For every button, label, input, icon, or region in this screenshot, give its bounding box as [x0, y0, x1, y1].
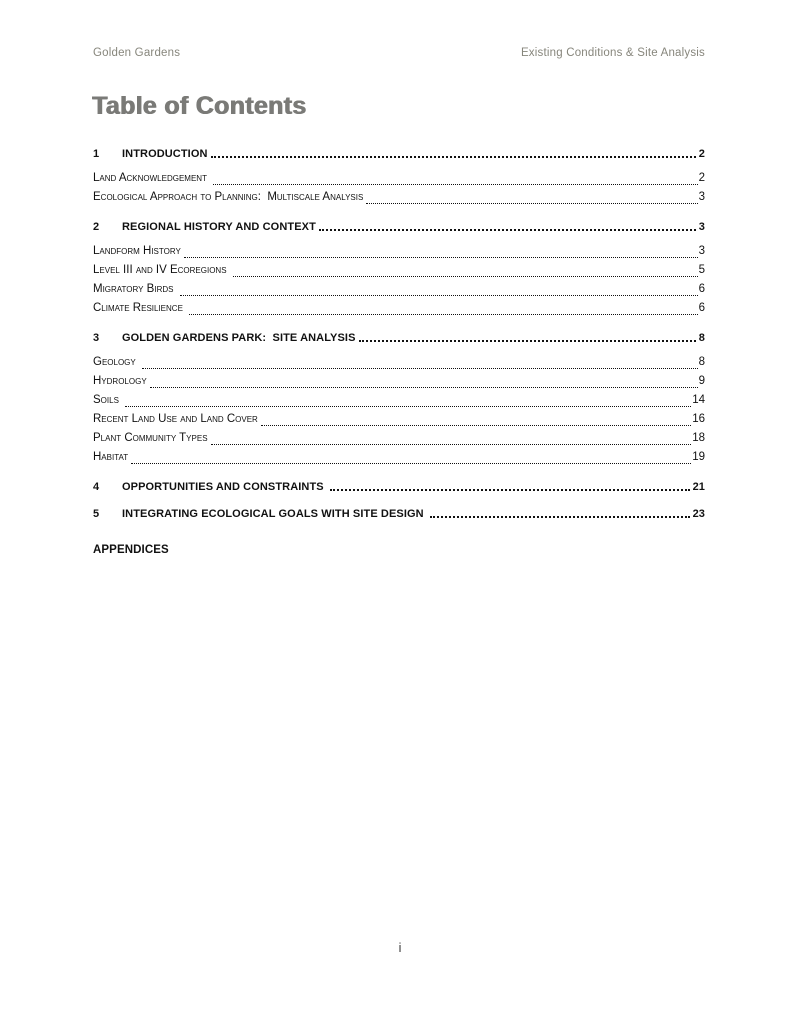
- toc-entry-label: INTEGRATING ECOLOGICAL GOALS WITH SITE DESIGN: [122, 508, 427, 520]
- toc-entry-level2[interactable]: [93, 188, 705, 207]
- toc-entry-level2[interactable]: [93, 169, 705, 188]
- toc-entry-label: Climate Resilience: [93, 302, 187, 314]
- toc-entry-level2[interactable]: [93, 410, 705, 429]
- toc-entry-label: INTRODUCTION: [122, 148, 208, 160]
- toc-entry-page-number: 5: [698, 264, 705, 276]
- toc-entry-page-number: 3: [698, 245, 705, 257]
- toc-section-number: 4: [93, 481, 100, 493]
- toc-entry-page-number: 19: [692, 451, 705, 463]
- toc-entry-page-number: 16: [692, 413, 705, 425]
- dot-leader: [184, 257, 698, 258]
- dot-leader: [211, 156, 696, 158]
- toc-entry-label: Soils: [93, 394, 123, 406]
- dot-leader: [189, 314, 698, 315]
- toc-entry-label: Level III and IV Ecoregions: [93, 264, 230, 276]
- toc-entry-page-number: 3: [698, 221, 705, 233]
- toc-entry-label: Landform History: [93, 245, 181, 257]
- toc-entry-label: GOLDEN GARDENS PARK: SITE ANALYSIS: [122, 332, 356, 344]
- dot-leader: [366, 203, 697, 204]
- toc-entry-level1[interactable]: [93, 331, 705, 345]
- toc-entry-label: Recent Land Use and Land Cover: [93, 413, 258, 425]
- toc-entry-label: REGIONAL HISTORY AND CONTEXT: [122, 221, 316, 233]
- toc-entry-label: OPPORTUNITIES AND CONSTRAINTS: [122, 481, 327, 493]
- toc-entry-page-number: 18: [692, 432, 705, 444]
- page-title: Table of Contents: [92, 92, 307, 120]
- toc-entry-page-number: 2: [698, 148, 705, 160]
- toc-section-number: 5: [93, 508, 100, 520]
- page-footer: [0, 941, 800, 955]
- toc-entry-page-number: 8: [698, 332, 705, 344]
- toc-entry-level2[interactable]: [93, 280, 705, 299]
- toc-entry-label: Plant Community Types: [93, 432, 208, 444]
- page-number: i: [398, 941, 402, 955]
- toc-entry-page-number: 8: [698, 356, 705, 368]
- dot-leader: [125, 406, 691, 407]
- dot-leader: [330, 489, 690, 491]
- toc-entry-level1[interactable]: [93, 147, 705, 161]
- dot-leader: [150, 387, 698, 388]
- toc-entry-label: Habitat: [93, 451, 129, 463]
- toc-entry-page-number: 2: [698, 172, 705, 184]
- dot-leader: [359, 340, 696, 342]
- toc-entry-page-number: 23: [692, 508, 705, 520]
- dot-leader: [430, 516, 690, 518]
- toc-entry-label: Hydrology: [93, 375, 147, 387]
- header-document-title: Golden Gardens: [93, 47, 181, 59]
- toc-entry-page-number: 6: [698, 302, 705, 314]
- dot-leader: [180, 295, 698, 296]
- toc-entry-level1[interactable]: [93, 220, 705, 234]
- dot-leader: [261, 425, 691, 426]
- dot-leader: [211, 444, 692, 445]
- toc-entry-label: Migratory Birds: [93, 283, 177, 295]
- appendices-heading: APPENDICES: [93, 544, 169, 556]
- toc-section-number: 2: [93, 221, 100, 233]
- toc-entry-page-number: 3: [698, 191, 705, 203]
- toc-entry-page-number: 14: [692, 394, 705, 406]
- dot-leader: [233, 276, 698, 277]
- toc-entry-level2[interactable]: [93, 391, 705, 410]
- toc-entry-level2[interactable]: [93, 353, 705, 372]
- toc-entry-label: Ecological Approach to Planning: Multiscale Analysis: [93, 191, 364, 203]
- toc-entry-level2[interactable]: [93, 299, 705, 318]
- toc-entry-level2[interactable]: [93, 242, 705, 261]
- toc-entry-level2[interactable]: [93, 429, 705, 448]
- dot-leader: [213, 184, 697, 185]
- header-section-title: Existing Conditions & Site Analysis: [520, 47, 705, 59]
- table-of-contents: [93, 147, 705, 529]
- dot-leader: [131, 463, 691, 464]
- page-header: [93, 47, 705, 59]
- toc-entry-label: Land Acknowledgement: [93, 172, 211, 184]
- toc-entry-level1[interactable]: [93, 507, 705, 521]
- toc-entry-label: Geology: [93, 356, 139, 368]
- toc-entry-level1[interactable]: [93, 480, 705, 494]
- toc-entry-page-number: 9: [698, 375, 705, 387]
- dot-leader: [319, 229, 696, 231]
- toc-entry-level2[interactable]: [93, 448, 705, 467]
- toc-entry-level2[interactable]: [93, 261, 705, 280]
- toc-section-number: 1: [93, 148, 100, 160]
- toc-entry-page-number: 6: [698, 283, 705, 295]
- toc-section-number: 3: [93, 332, 100, 344]
- toc-entry-page-number: 21: [692, 481, 705, 493]
- toc-entry-level2[interactable]: [93, 372, 705, 391]
- dot-leader: [142, 368, 698, 369]
